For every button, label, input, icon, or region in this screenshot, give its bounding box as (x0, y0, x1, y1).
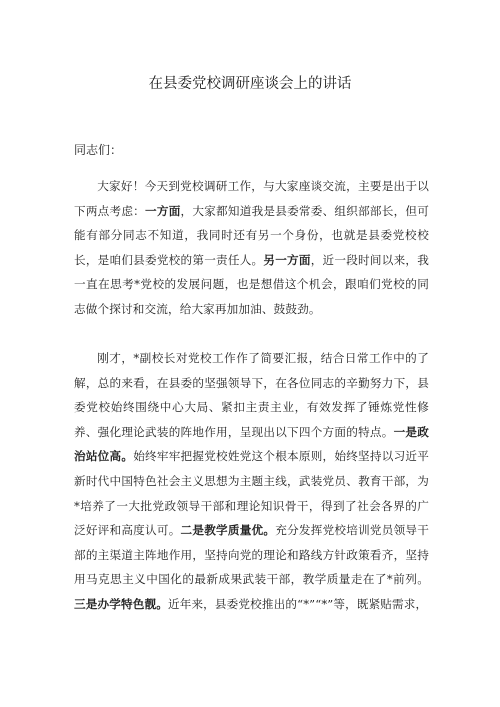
paragraph-2 (74, 346, 429, 617)
emphasis-second-aspect: 另一方面 (263, 252, 311, 267)
emphasis-point-one: 一是政治站位高。 (74, 424, 429, 464)
paragraph-text: ，近一段时间以来，我一直在思考*党校的发展问题，也是想借这个机会，跟咱们党校的同志做个探讨和交流，给大家再加加油、鼓鼓劲。 (74, 252, 429, 316)
emphasis-first-aspect: 一方面 (145, 203, 181, 218)
paragraph-text: 大家好！今天到党校调研工作，与大家座谈交流，主要是出于以下两点考虑： (74, 179, 429, 218)
paragraph-text: 近年来，县委党校推出的“*”“*”等，既紧贴需求， (167, 596, 428, 611)
document-title: 在县委党校调研座谈会上的讲话 (148, 75, 352, 92)
paragraph-1 (74, 174, 429, 322)
paragraph-text: 始终牢牢把握党校姓党这个根本原则，始终坚持以习近平新时代中国特色社会主义思想为主题主线，武装党员、教育干部，为*培养了一大批党政领导干部和理论知识骨干，得到了社会各界的广泛好评和高度认可。 (74, 449, 429, 538)
salutation: 同志们： (74, 143, 123, 157)
paragraph-text: 刚才，*副校长对党校工作作了简要汇报，结合日常工作中的了解，总的来看，在县委的坚强领导下，在各位同志的辛勤努力下，县委党校始终围绕中心大局、紧扣主责主业，有效发挥了锤炼党性修养、强化理论武装的阵地作用，呈现出以下四个方面的特点。 (74, 351, 429, 439)
emphasis-point-three: 三是办学特色靓。 (74, 596, 168, 611)
emphasis-point-two: 二是教学质量优。 (180, 523, 276, 538)
paragraph-text: ，大家都知道我是县委常委、组织部部长，但可能有部分同志不知道，我同时还有另一个身份，也就是县委党校校长，是咱们县委党校的第一责任人。 (74, 203, 430, 267)
paragraph-text: 充分发挥党校培训党员领导干部的主渠道主阵地作用，坚持向党的理论和路线方针政策看齐，坚持用马克思主义中国化的最新成果武装干部，教学质量走在了*前列。 (74, 523, 430, 587)
